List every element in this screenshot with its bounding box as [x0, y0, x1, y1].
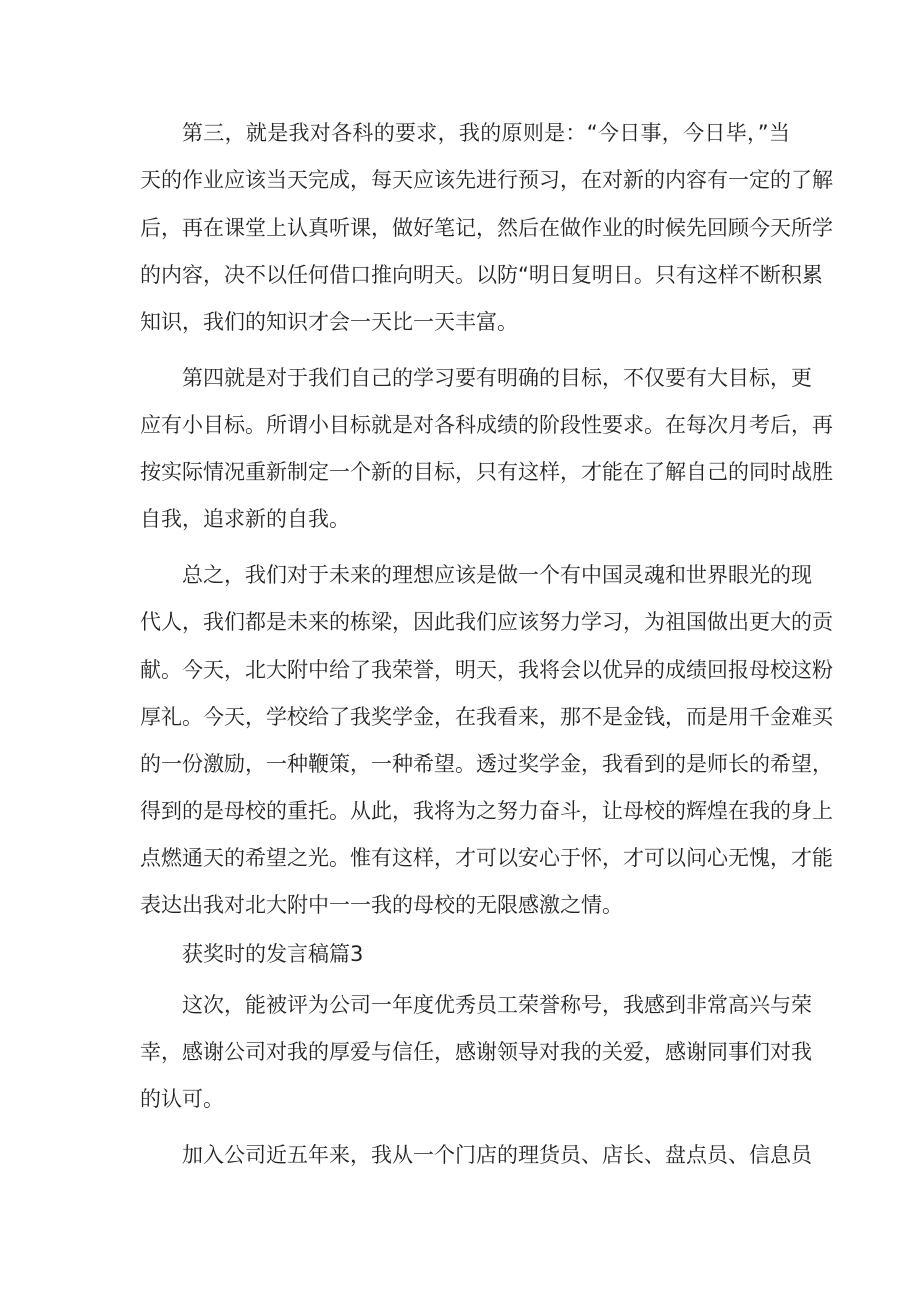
- paragraph-5-line-1: 加入公司近五年来，我从一个门店的理货员、店长、盘点员、信息员: [182, 1143, 812, 1167]
- paragraph-4-line-2: 幸，感谢公司对我的厚爱与信任，感谢领导对我的关爱，感谢同事们对我: [140, 1040, 812, 1064]
- paragraph-4-line-1: 这次，能被评为公司一年度优秀员工荣誉称号，我感到非常高兴与荣: [182, 993, 812, 1017]
- paragraph-1-line-4: 的内容，决不以任何借口推向明天。以防“明日复明日。只有这样不断积累: [140, 263, 823, 287]
- paragraph-1-line-3: 后，再在课堂上认真听课，做好笔记，然后在做作业的时候先回顾今天所学: [140, 216, 833, 240]
- paragraph-1-line-5: 知识，我们的知识才会一天比一天丰富。: [140, 310, 518, 334]
- paragraph-3-line-2: 代人，我们都是未来的栋梁，因此我们应该努力学习，为祖国做出更大的贡: [140, 610, 833, 634]
- paragraph-2-line-1: 第四就是对于我们自己的学习要有明确的目标，不仅要有大目标，更: [182, 366, 812, 390]
- paragraph-2-line-3: 按实际情况重新制定一个新的目标，只有这样，才能在了解自己的同时战胜: [140, 460, 833, 484]
- paragraph-2-line-2: 应有小目标。所谓小目标就是对各科成绩的阶段性要求。在每次月考后，再: [140, 413, 833, 437]
- section-heading: 获奖时的发言稿篇3: [182, 942, 364, 966]
- paragraph-3-line-5: 的一份激励，一种鞭策，一种希望。透过奖学金，我看到的是师长的希望，: [140, 752, 833, 776]
- paragraph-3-line-3: 献。今天，北大附中给了我荣誉，明天，我将会以优异的成绩回报母校这粉: [140, 658, 833, 682]
- paragraph-1-line-1: 第三，就是我对各科的要求，我的原则是：“今日事，今日毕，”当: [182, 121, 790, 145]
- paragraph-3-line-8: 表达出我对北大附中一一我的母校的无限感激之情。: [140, 893, 623, 917]
- paragraph-3-line-4: 厚礼。今天，学校给了我奖学金，在我看来，那不是金钱，而是用千金难买: [140, 705, 833, 729]
- paragraph-3-line-7: 点燃通天的希望之光。惟有这样，才可以安心于怀，才可以问心无愧，才能: [140, 846, 833, 870]
- paragraph-3-line-6: 得到的是母校的重托。从此，我将为之努力奋斗，让母校的辉煌在我的身上: [140, 799, 833, 823]
- paragraph-3-line-1: 总之，我们对于未来的理想应该是做一个有中国灵魂和世界眼光的现: [182, 563, 812, 587]
- paragraph-4-line-3: 的认可。: [140, 1087, 224, 1111]
- paragraph-1-line-2: 天的作业应该当天完成，每天应该先进行预习，在对新的内容有一定的了解: [140, 168, 833, 192]
- paragraph-2-line-4: 自我，追求新的自我。: [140, 507, 350, 531]
